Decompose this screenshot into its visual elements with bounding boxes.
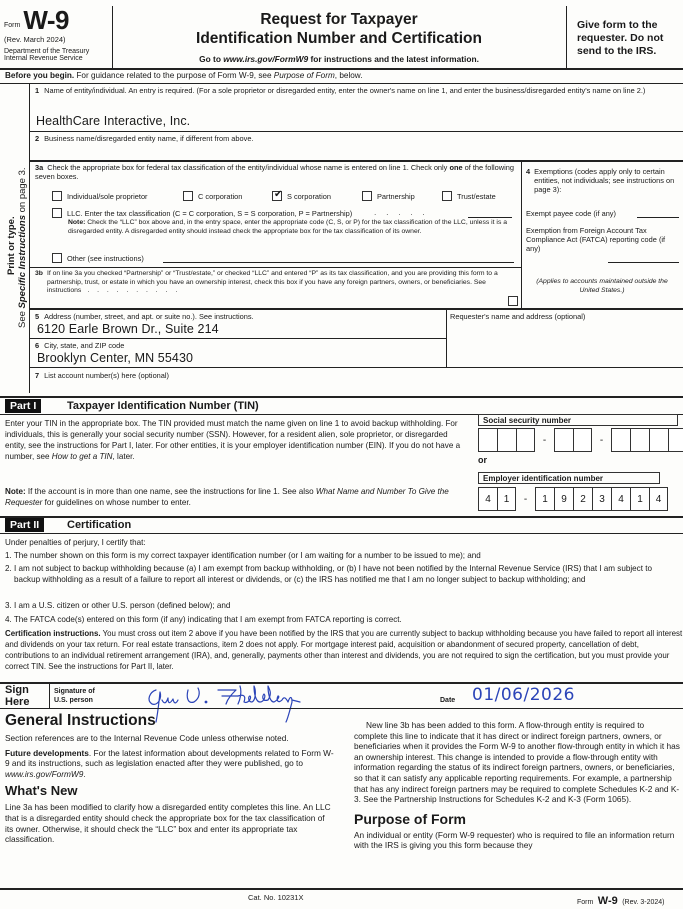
ssn-label: Social security number <box>478 414 678 426</box>
purpose-of-form-heading: Purpose of Form <box>354 810 467 827</box>
llc-classification-field[interactable] <box>468 207 512 218</box>
part-2-title: Certification <box>67 519 132 531</box>
certification-item-3: 3. I am a U.S. citizen or other U.S. person (defined below); and <box>5 601 231 610</box>
checkbox-box-checked[interactable] <box>272 191 282 201</box>
checkbox-box[interactable] <box>183 191 193 201</box>
goto-suffix: for instructions and the latest information. <box>308 54 479 64</box>
ein-dash: - <box>523 493 528 505</box>
line-6-city-state-zip-field[interactable]: Brooklyn Center, MN 55430 <box>37 351 194 365</box>
whats-new-text: Line 3a has been modified to clarify how a disregarded entity completes this line. An LLC that is a disregarded entity should check the appropriate box for the tax classification of its owner. Otherwise, it should check the “LLC” box and enter its appropriate tax classification. <box>5 802 331 845</box>
goto-prefix: Go to <box>199 54 224 64</box>
checkbox-box[interactable] <box>362 191 372 201</box>
other-classification-field[interactable] <box>163 252 514 263</box>
before-you-begin: Before you begin. For guidance related to the purpose of Form W-9, see Purpose of Form, below. <box>5 71 363 80</box>
line-2-business-name-field[interactable] <box>36 145 676 159</box>
part-1-instructions: Enter your TIN in the appropriate box. The TIN provided must match the name given on line 1 to avoid backup withholding. For individuals, this is generally your social security number (SSN). However, for a resident alien, sole proprietor, or disregarded entity, see the instructions for Part I, later. For other entities, it is your employer identification number (EIN). If you do not have a number, see How to get a TIN, later. <box>5 419 461 461</box>
part-1-title: Taxpayer Identification Number (TIN) <box>67 400 259 412</box>
checkbox-partnership[interactable]: Partnership <box>362 190 415 202</box>
line-5-address-field[interactable]: 6120 Earle Brown Dr., Suite 214 <box>37 322 219 336</box>
line-2-label: 2 Business name/disregarded entity name, if different from above. <box>35 134 254 143</box>
certification-item-4: 4. The FATCA code(s) entered on this form (if any) indicating that I am exempt from FATCA reporting is correct. <box>5 615 402 624</box>
llc-note: Note: Check the “LLC” box above and, in the entry space, enter the appropriate code (C, S, or P) for the tax classification of the LLC, unless it is a disregarded entity. A disregarded entity should instead check the appropriate box for the tax classification of its owner. <box>68 219 508 235</box>
general-instructions-left <box>5 712 335 845</box>
form-number: W-9 <box>23 5 69 35</box>
date-field[interactable]: 01/06/2026 <box>472 685 575 705</box>
ein-label: Employer identification number <box>478 472 660 484</box>
revision-date: (Rev. March 2024) <box>4 35 66 44</box>
department: Department of the Treasury <box>4 48 90 55</box>
ssn-digit[interactable] <box>668 428 683 452</box>
part-2-tag: Part II <box>5 518 44 532</box>
date-label: Date <box>440 697 456 704</box>
ssn-field[interactable] <box>478 428 683 452</box>
ssn-digit[interactable] <box>573 428 592 452</box>
ein-digit[interactable]: 9 <box>554 487 573 511</box>
ssn-digit[interactable] <box>649 428 668 452</box>
line-6-label: 6 City, state, and ZIP code <box>35 341 125 350</box>
title-line-1: Request for Taxpayer <box>260 11 418 28</box>
whats-new-heading: What's New <box>5 783 78 799</box>
checkbox-box[interactable] <box>442 191 452 201</box>
ein-digit[interactable]: 4 <box>649 487 668 511</box>
checkbox-llc[interactable]: LLC. Enter the tax classification (C = C corporation, S = S corporation, P = Partnership) . . . . . <box>52 207 429 219</box>
ein-digit[interactable]: 4 <box>611 487 630 511</box>
or-label: or <box>478 455 487 465</box>
certification-item-1: 1. The number shown on this form is my correct taxpayer identification number (or I am waiting for a number to be issued to me); and <box>5 551 481 560</box>
title-line-2: Identification Number and Certification <box>196 30 482 47</box>
side-see-instructions: See Specific Instructions on page 3. <box>17 167 28 328</box>
general-instructions-heading: General Instructions <box>5 712 156 729</box>
checkbox-box[interactable] <box>52 253 62 263</box>
certification-instructions: Certification instructions. You must cross out item 2 above if you have been notified by the IRS that you are currently subject to backup withholding because you have failed to report all interest and dividends on your tax return. For real estate transactions, item 2 does not apply. For mortgage interest paid, acquisition or abandonment of secured property, cancellation of debt, contributions to an individual retirement arrangement (IRA), and, generally, payments other than interest and dividends, you are not required to sign the certification, but you must provide your correct TIN. See the instructions for Part II, later. <box>5 629 683 671</box>
line-3b-checkbox[interactable] <box>508 296 518 306</box>
footer-form-id: Form W-9 (Rev. 3-2024) <box>577 895 665 907</box>
catalog-number: Cat. No. 10231X <box>248 893 304 902</box>
checkbox-box[interactable] <box>52 191 62 201</box>
future-irs-url-link[interactable]: www.irs.gov/FormW9 <box>5 768 84 779</box>
ssn-digit[interactable] <box>611 428 630 452</box>
line-1-label: 1 Name of entity/individual. An entry is required. (For a sole proprietor or disregarded entity, enter the owner's name on line 1, and enter the business/disregarded entity's name on line 2.) <box>35 86 646 95</box>
part-1-tag: Part I <box>5 399 41 413</box>
ein-digit[interactable]: 1 <box>535 487 554 511</box>
ssn-digit[interactable] <box>497 428 516 452</box>
checkbox-c-corporation[interactable]: C corporation <box>183 190 242 202</box>
ein-digit[interactable]: 1 <box>497 487 516 511</box>
ein-digit[interactable]: 3 <box>592 487 611 511</box>
checkbox-box[interactable] <box>52 208 62 218</box>
ssn-digit[interactable] <box>554 428 573 452</box>
ein-digit[interactable]: 2 <box>573 487 592 511</box>
ein-digit[interactable]: 4 <box>478 487 497 511</box>
line-4-exemptions-label: 4 Exemptions (codes apply only to certain entities, not individuals; see instructions on page 3): <box>526 167 675 194</box>
line-3b-label: 3b If on line 3a you checked “Partnership” or “Trust/estate,” or checked “LLC” and entered “P” as its tax classification, and you are providing this form to a partnership, trust, or estate in which you have an ownership interest, check this box if you have any foreign partners, owners, or beneficiaries. See instructions . . . . . . . . . . <box>35 270 498 295</box>
form-id-block <box>4 5 114 62</box>
ein-digit[interactable]: 1 <box>630 487 649 511</box>
fatca-label: Exemption from Foreign Account Tax Compliance Act (FATCA) reporting code (if any) <box>526 226 666 253</box>
exempt-payee-label: Exempt payee code (if any) <box>526 209 616 218</box>
ssn-dash: - <box>599 434 604 446</box>
ein-field[interactable] <box>478 487 668 511</box>
give-form-note: Give form to the requester. Do not send to the IRS. <box>577 19 664 57</box>
form-word: Form <box>4 22 21 29</box>
fatca-code-field[interactable] <box>608 252 679 263</box>
exempt-payee-code-field[interactable] <box>637 207 679 218</box>
ssn-digit[interactable] <box>478 428 497 452</box>
form-title <box>112 11 566 64</box>
sign-here-label: Sign Here <box>5 684 30 708</box>
check-mark-icon: ✔ <box>274 189 283 201</box>
checkbox-other[interactable]: Other (see instructions) <box>52 252 144 264</box>
line-7-label: 7 List account number(s) here (optional) <box>35 371 170 380</box>
new-line-3b-text: New line 3b has been added to this form. A flow-through entity is required to complete this line to indicate that it has direct or indirect foreign partners, owners, or beneficiaries when it provides the Form W-9 to another flow-through entity in which it has an ownership interest. This change is intended to provide a flow-through entity with information regarding the status of its indirect foreign partners, owners, or beneficiaries, so that it can satisfy any applicable reporting requirements. For example, a partnership that has any indirect foreign partners may be required to complete Schedules K-2 and K-3. See the Partnership Instructions for Schedules K-2 and K-3 (Form 1065). <box>354 720 680 805</box>
side-print-or-type: Print or type. <box>6 216 17 275</box>
line-1-name-field[interactable]: HealthCare Interactive, Inc. <box>36 114 191 128</box>
ssn-dash: - <box>542 434 547 446</box>
line-5-label: 5 Address (number, street, and apt. or suite no.). See instructions. <box>35 312 254 321</box>
checkbox-individual-sole-proprietor[interactable]: Individual/sole proprietor <box>52 190 148 202</box>
part-1-note: Note: If the account is in more than one name, see the instructions for line 1. See also What Name and Number To Give the Requester for guidelines on whose number to enter. <box>5 487 449 507</box>
certification-item-2: 2. I am not subject to backup withholding because (a) I am exempt from backup withholding, or (b) I have not been notified by the Internal Revenue Service (IRS) that I am subject to backup withholding as a result of a failure to report all interest or dividends, or (c) the IRS has notified me that I am no longer subject to backup withholding; and <box>5 564 652 584</box>
ssn-digit[interactable] <box>516 428 535 452</box>
future-developments: Future developments. For the latest information about developments related to Form W-9 and its instructions, such as legislation enacted after they were published, go to www.irs.gov/FormW9. <box>5 747 334 779</box>
general-instructions-right <box>354 720 680 851</box>
line-3a-label: 3a Check the appropriate box for federal tax classification of the entity/individual whose name is entered on line 1. Check only one of the following seven boxes. <box>35 163 514 181</box>
fatca-applies-note: (Applies to accounts maintained outside the United States.) <box>536 278 668 294</box>
requester-label: Requester's name and address (optional) <box>450 312 586 321</box>
line-7-account-numbers-field[interactable] <box>37 381 677 393</box>
irs-url-link[interactable]: www.irs.gov/FormW9 <box>223 54 309 64</box>
checkbox-s-corporation[interactable]: ✔ S corporation <box>274 189 331 201</box>
service: Internal Revenue Service <box>4 55 83 62</box>
requester-name-address-field[interactable] <box>450 324 678 364</box>
certification-intro: Under penalties of perjury, I certify that: <box>5 538 146 547</box>
purpose-of-form-text: An individual or entity (Form W-9 requester) who is required to file an information return with the IRS is giving you this form because they <box>354 829 675 851</box>
checkbox-trust-estate[interactable]: Trust/estate <box>442 190 496 202</box>
signature-label: Signature of U.S. person <box>54 688 95 704</box>
ssn-digit[interactable] <box>630 428 649 452</box>
section-references: Section references are to the Internal Revenue Code unless otherwise noted. <box>5 733 289 743</box>
